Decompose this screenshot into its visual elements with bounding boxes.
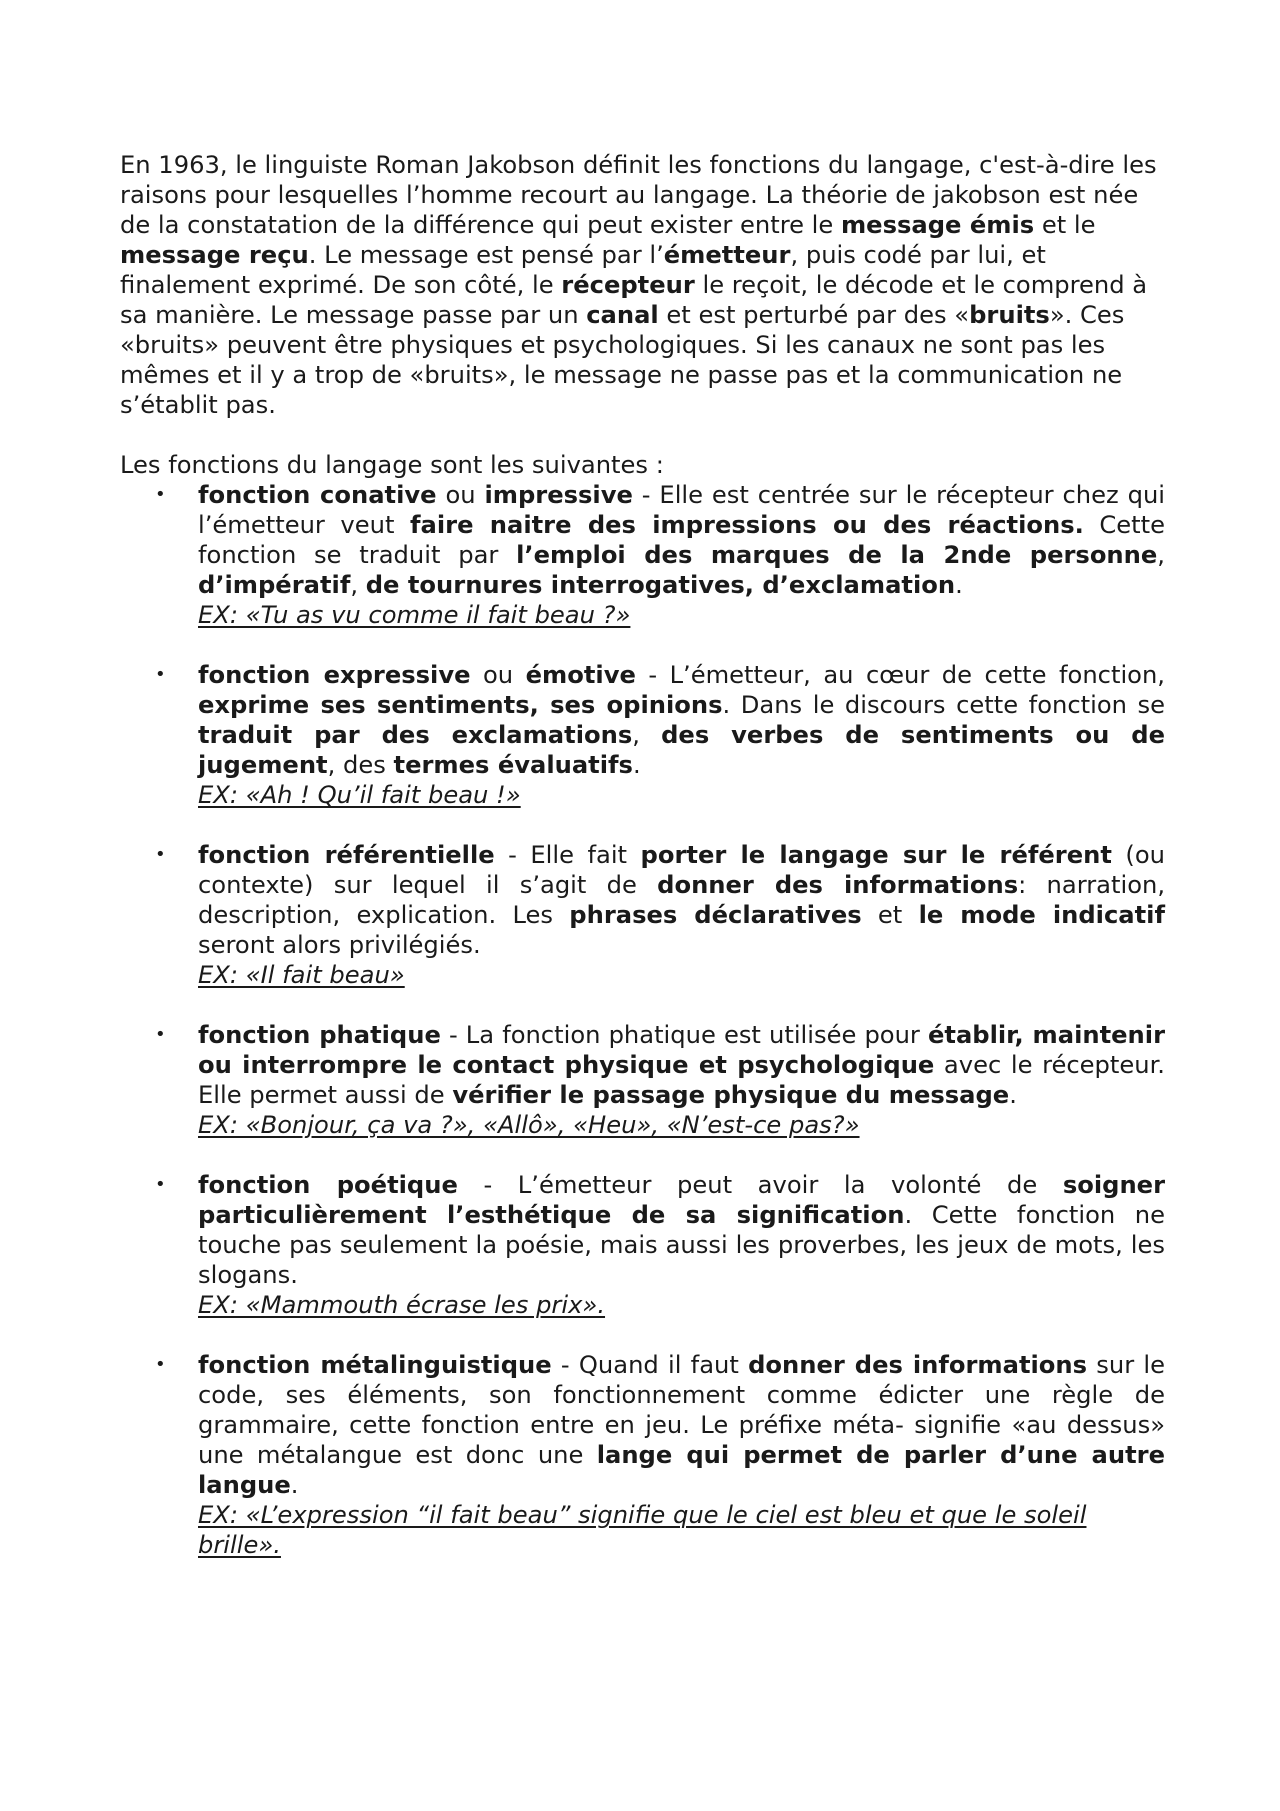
item-text: et xyxy=(861,901,919,929)
intro-text: et est perturbé par des « xyxy=(658,301,970,329)
item-text: , xyxy=(1157,541,1165,569)
item-bold-term: des verbes de sentiments ou de jugement xyxy=(198,721,1165,779)
example-text: EX: «Il fait beau» xyxy=(198,961,405,989)
item-text: , des xyxy=(327,751,394,779)
functions-list xyxy=(120,480,1165,1560)
list-item-poetique xyxy=(120,1170,1165,1320)
item-bold-term: termes évaluatifs xyxy=(393,751,633,779)
intro-bold-term: émetteur xyxy=(663,241,791,269)
item-text: . Cette fonction ne touche pas seulement la poésie, mais aussi les proverbes, les jeux de mots, les slogans. xyxy=(198,1201,1166,1289)
item-text: , xyxy=(632,721,662,749)
item-bold-term: exprime ses sentiments, ses opinions xyxy=(198,691,723,719)
item-text: . xyxy=(632,751,641,779)
bullet-icon: • xyxy=(155,664,166,685)
intro-bold-term: canal xyxy=(586,301,659,329)
example-text: EX: «Mammouth écrase les prix». xyxy=(198,1291,606,1319)
item-bold-term: établir, maintenir ou interrompre le contact physique et psychologique xyxy=(198,1021,1166,1079)
item-bold-term: phrases déclaratives xyxy=(569,901,862,929)
item-bold-term: faire naitre des impressions ou des réactions. xyxy=(410,511,1084,539)
item-text: (ou contexte) sur lequel il s’agit de xyxy=(198,841,1165,899)
example-text: EX: «Bonjour, ça va ?», «Allô», «Heu», «N’est-ce pas?» xyxy=(198,1111,860,1139)
item-text: - Quand il faut xyxy=(551,1351,749,1379)
item-bold-term: impressive xyxy=(484,481,633,509)
bullet-icon: • xyxy=(155,1174,166,1195)
item-bold-term: d’impératif xyxy=(198,571,351,599)
bullet-icon: • xyxy=(155,484,166,505)
intro-text: et le xyxy=(1034,211,1096,239)
item-bold-term: émotive xyxy=(525,661,636,689)
item-text: . xyxy=(955,571,963,599)
intro-text: En 1963, le linguiste Roman Jakobson définit les fonctions du langage, c'est-à-dire les raisons pour lesquelles l’homme recourt au langage. La théorie de jakobson est née de la constatation de la différence qui peut exister entre le xyxy=(120,151,1157,239)
item-text: - La fonction phatique est utilisée pour xyxy=(440,1021,928,1049)
item-text: ou xyxy=(470,661,526,689)
intro-bold-term: récepteur xyxy=(561,271,695,299)
list-item-phatique xyxy=(120,1020,1165,1140)
list-item-referentielle xyxy=(120,840,1165,990)
function-name: fonction conative xyxy=(198,481,437,509)
function-name: fonction expressive xyxy=(198,661,471,689)
intro-text: le reçoit, le décode et le comprend à sa manière. Le message passe par un xyxy=(120,271,1148,329)
list-item-metalinguistique xyxy=(120,1350,1165,1560)
function-name: fonction poétique xyxy=(198,1171,458,1199)
item-text: . xyxy=(1009,1081,1017,1109)
item-text: , xyxy=(350,571,366,599)
item-bold-term: traduit par des exclamations xyxy=(198,721,633,749)
item-bold-term: porter le langage sur le référent xyxy=(640,841,1112,869)
item-text: sur le code, ses éléments, son fonctionnement comme édicter une règle de grammaire, cette fonction entre en jeu. Le préfixe méta- signifie «au dessus» une métalangue est donc une xyxy=(198,1351,1165,1469)
intro-paragraph xyxy=(120,150,1165,420)
intro-bold-term: message reçu xyxy=(120,241,309,269)
bullet-icon: • xyxy=(155,1354,166,1375)
item-bold-term: donner des informations xyxy=(657,871,1019,899)
item-bold-term: soigner particulièrement l’esthétique de sa signification xyxy=(198,1171,1165,1229)
item-text: - L’émetteur, au cœur de cette fonction, xyxy=(635,661,1165,689)
function-name: fonction phatique xyxy=(198,1021,441,1049)
item-bold-term: de tournures interrogatives, d’exclamation xyxy=(365,571,956,599)
item-bold-term: donner des informations xyxy=(748,1351,1088,1379)
item-text: Cette fonction se traduit par xyxy=(198,511,1165,569)
function-name: fonction référentielle xyxy=(198,841,495,869)
list-intro: Les fonctions du langage sont les suivantes : xyxy=(120,451,664,479)
item-bold-term: le mode indicatif xyxy=(918,901,1165,929)
item-bold-term: lange qui permet de parler d’une autre langue xyxy=(198,1441,1165,1499)
intro-text: . Le message est pensé par l’ xyxy=(308,241,664,269)
item-text: seront alors privilégiés. xyxy=(198,931,481,959)
example-text: EX: «L’expression “il fait beau” signifie que le ciel est bleu et que le soleil brille». xyxy=(198,1501,1087,1559)
intro-text: ». Ces «bruits» peuvent être physiques et psychologiques. Si les canaux ne sont pas les mêmes et il y a trop de «bruits», le message ne passe pas et la communication ne s’établit pas. xyxy=(120,301,1125,419)
item-bold-term: vérifier le passage physique du message xyxy=(452,1081,1010,1109)
intro-bold-term: message émis xyxy=(840,211,1035,239)
item-text: - Elle est centrée sur le récepteur chez qui l’émetteur veut xyxy=(198,481,1166,539)
item-bold-term: l’emploi des marques de la 2nde personne xyxy=(516,541,1158,569)
function-name: fonction métalinguistique xyxy=(198,1351,552,1379)
intro-text: , puis codé par lui, et finalement exprimé. De son côté, le xyxy=(120,241,1046,299)
item-text: - L’émetteur peut avoir la volonté de xyxy=(457,1171,1063,1199)
item-text: avec le récepteur. Elle permet aussi de xyxy=(198,1051,1165,1109)
intro-bold-term: bruits xyxy=(969,301,1050,329)
item-text: . Dans le discours cette fonction se xyxy=(722,691,1165,719)
example-text: EX: «Ah ! Qu’il fait beau !» xyxy=(198,781,521,809)
list-item-conative xyxy=(120,480,1165,630)
item-text: ou xyxy=(436,481,485,509)
list-item-expressive xyxy=(120,660,1165,810)
item-text: - Elle fait xyxy=(494,841,641,869)
item-text: . xyxy=(290,1471,299,1499)
bullet-icon: • xyxy=(155,1024,166,1045)
document-page xyxy=(120,150,1165,1590)
item-text: : narration, description, explication. Les xyxy=(198,871,1166,929)
bullet-icon: • xyxy=(155,844,166,865)
example-text: EX: «Tu as vu comme il fait beau ?» xyxy=(198,601,631,629)
